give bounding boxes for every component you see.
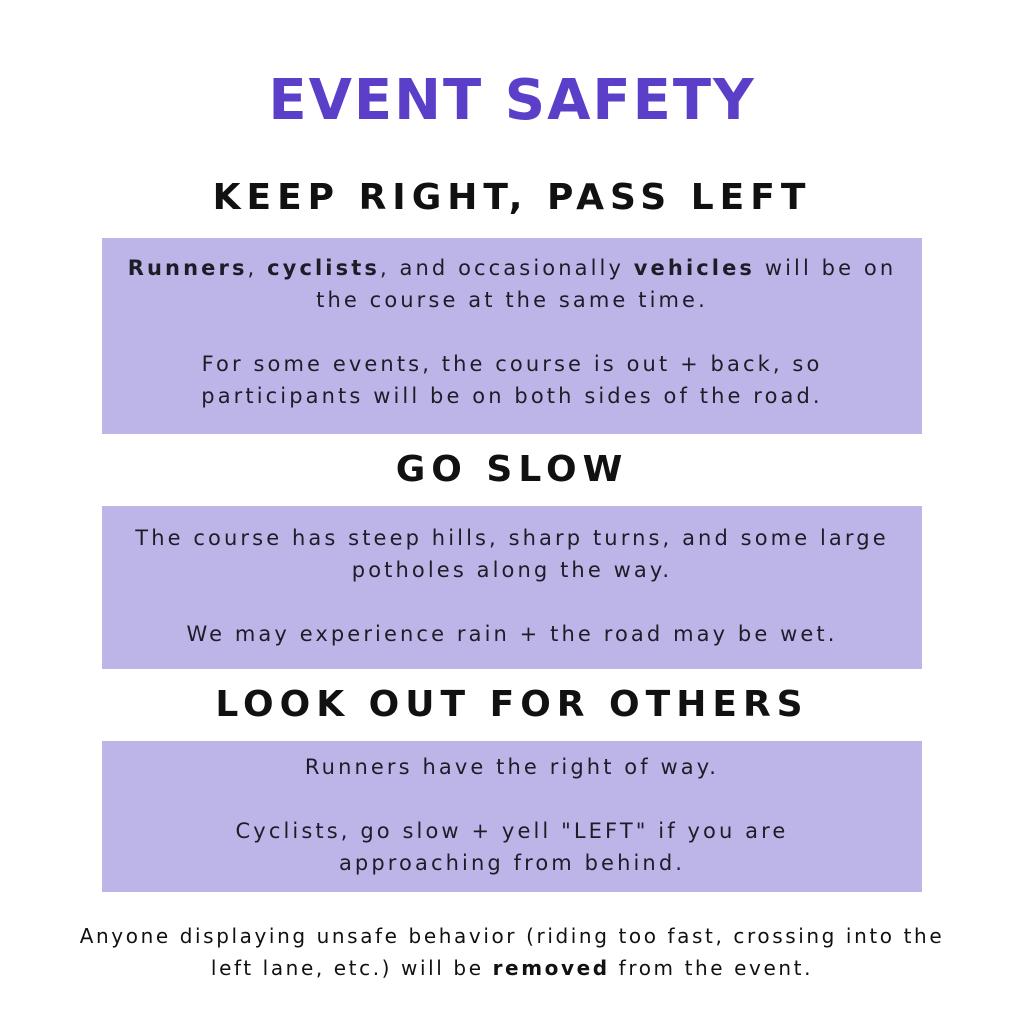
paragraph-right-of-way: Runners have the right of way. [304, 755, 720, 779]
paragraph-course-hazards: The course has steep hills, sharp turns, and some large potholes along the way. [135, 526, 889, 582]
footer-text: Anyone displaying unsafe behavior (riding too fast, crossing into the left lane, etc.) will be [79, 924, 945, 980]
page-title: EVENT SAFETY [268, 68, 756, 133]
bold-runners: Runners [127, 256, 248, 280]
text-segment: , [247, 256, 268, 280]
section-heading-go-slow: GO SLOW [395, 449, 629, 490]
info-box-go-slow [102, 506, 922, 669]
paragraph-out-and-back: For some events, the course is out + back, so participants will be on both sides of the road. [201, 352, 823, 408]
text-segment: will be on the course at the same time. [316, 256, 897, 312]
info-box-keep-right [102, 238, 922, 434]
paragraph-course-users [102, 252, 922, 316]
section-heading-keep-right: KEEP RIGHT, PASS LEFT [212, 177, 812, 218]
footer-text-end: from the event. [609, 956, 814, 980]
paragraph-rain: We may experience rain + the road may be wet. [186, 622, 838, 646]
paragraph-yell-left: Cyclists, go slow + yell "LEFT" if you are approaching from behind. [235, 819, 789, 875]
info-box-look-out [102, 741, 922, 892]
bold-vehicles: vehicles [633, 256, 756, 280]
bold-cyclists: cyclists [267, 256, 380, 280]
text-segment: , and occasionally [379, 256, 634, 280]
bold-removed: removed [492, 956, 610, 980]
section-heading-look-out: LOOK OUT FOR OTHERS [215, 684, 809, 725]
footer-warning [0, 920, 1024, 984]
